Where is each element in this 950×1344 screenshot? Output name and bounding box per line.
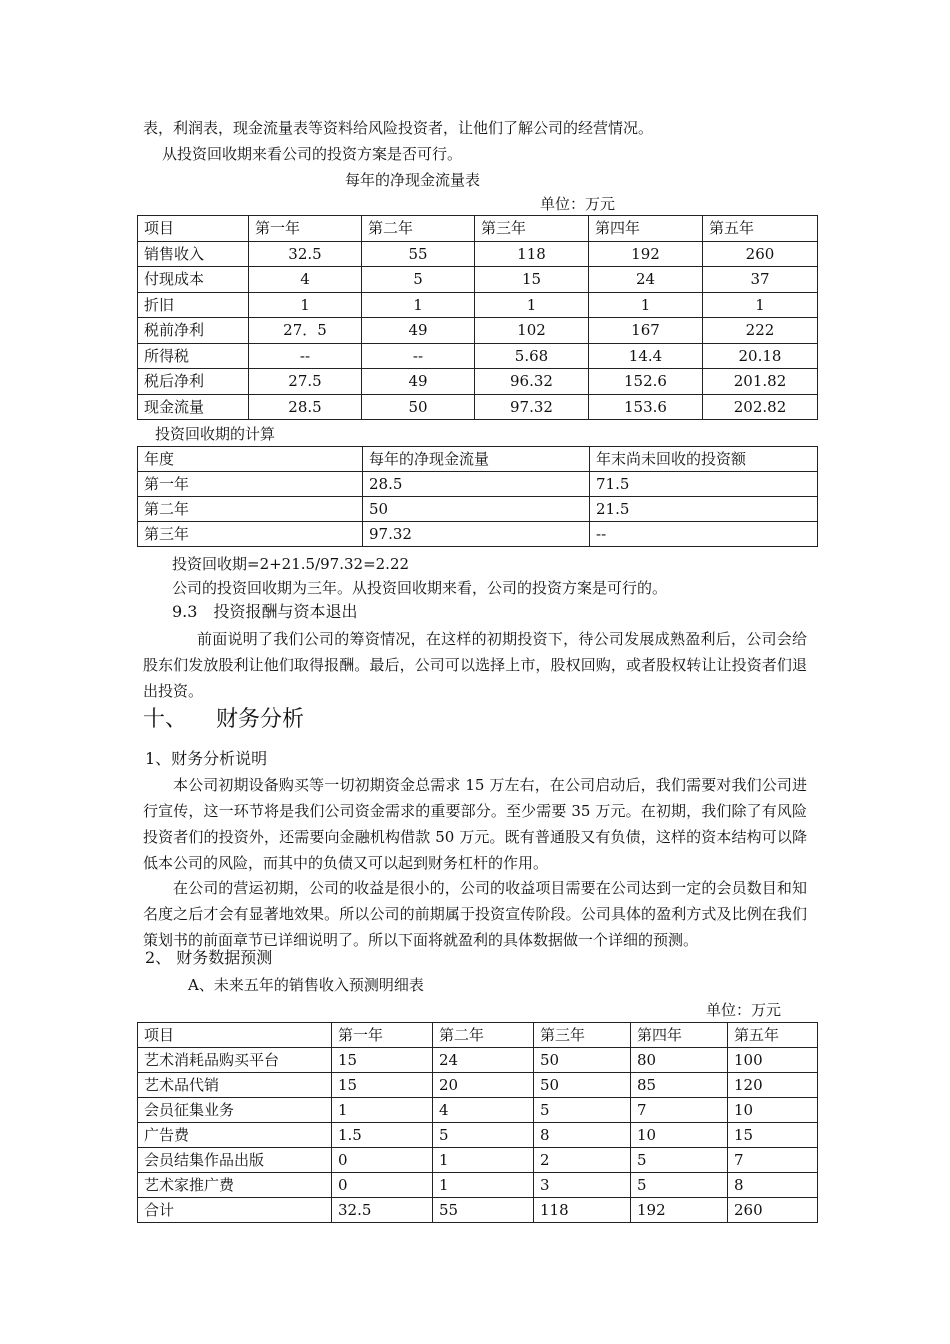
table-cell: 222	[703, 318, 818, 344]
table-cell: 1	[332, 1098, 433, 1123]
header-cell: 第一年	[332, 1023, 433, 1048]
header-cell: 年末尚未回收的投资额	[590, 447, 818, 472]
table-cell: 1.5	[332, 1123, 433, 1148]
row-label: 艺术品代销	[138, 1073, 332, 1098]
header-cell: 第五年	[703, 216, 818, 242]
payback-table	[137, 446, 818, 547]
table-cell: 192	[631, 1198, 728, 1223]
table-cell: 1	[362, 292, 475, 318]
table-cell: 7	[728, 1148, 818, 1173]
table-row	[138, 292, 818, 318]
table-cell: 97.32	[363, 522, 590, 547]
subsection-1-heading: 1、财务分析说明	[145, 749, 268, 768]
table-cell: 201.82	[703, 369, 818, 395]
header-cell: 第三年	[534, 1023, 631, 1048]
table-cell: 27.5	[249, 369, 362, 395]
table-cell: 71.5	[590, 472, 818, 497]
header-cell: 每年的净现金流量	[363, 447, 590, 472]
table-cell: 8	[728, 1173, 818, 1198]
payback-formula: 投资回收期=2+21.5/97.32=2.22	[172, 555, 410, 573]
row-label: 销售收入	[138, 241, 249, 267]
table-cell: 192	[589, 241, 703, 267]
table-cell: 21.5	[590, 497, 818, 522]
row-label: 艺术家推广费	[138, 1173, 332, 1198]
table-row	[138, 318, 818, 344]
row-label: 合计	[138, 1198, 332, 1223]
header-cell: 第二年	[362, 216, 475, 242]
table-cell: 3	[534, 1173, 631, 1198]
table-cell: 50	[363, 497, 590, 522]
intro-line-2: 从投资回收期来看公司的投资方案是否可行。	[162, 145, 463, 163]
header-cell: 第五年	[728, 1023, 818, 1048]
table-row	[138, 241, 818, 267]
table-cell: 0	[332, 1173, 433, 1198]
header-cell: 第一年	[249, 216, 362, 242]
table-header-row	[138, 447, 818, 472]
table-cell: 8	[534, 1123, 631, 1148]
table-cell: 15	[475, 267, 589, 293]
row-label: 税前净利	[138, 318, 249, 344]
header-cell: 第四年	[589, 216, 703, 242]
table-cell: --	[362, 343, 475, 369]
sales-table	[137, 1022, 818, 1223]
table-cell: 5	[631, 1148, 728, 1173]
table-header-row	[138, 1023, 818, 1048]
table-cell: 1	[703, 292, 818, 318]
table-cell: 153.6	[589, 394, 703, 420]
intro-line-1: 表，利润表，现金流量表等资料给风险投资者，让他们了解公司的经营情况。	[143, 119, 654, 137]
payback-conclusion: 公司的投资回收期为三年。从投资回收期来看，公司的投资方案是可行的。	[172, 579, 668, 597]
table-cell: 7	[631, 1098, 728, 1123]
table-cell: --	[249, 343, 362, 369]
header-cell: 项目	[138, 216, 249, 242]
table-cell: 4	[433, 1098, 534, 1123]
table-cell: 32.5	[249, 241, 362, 267]
table-cell: 15	[332, 1073, 433, 1098]
table-row	[138, 497, 818, 522]
table-cell: 28.5	[249, 394, 362, 420]
header-cell: 第四年	[631, 1023, 728, 1048]
table-cell: 260	[703, 241, 818, 267]
table-cell: 96.32	[475, 369, 589, 395]
table-cell: 15	[728, 1123, 818, 1148]
chapter-number: 十、	[143, 707, 188, 732]
table-cell: 28.5	[363, 472, 590, 497]
header-cell: 项目	[138, 1023, 332, 1048]
row-label: 付现成本	[138, 267, 249, 293]
table-row	[138, 1123, 818, 1148]
table-cell: 50	[534, 1073, 631, 1098]
table-cell: 5	[433, 1123, 534, 1148]
table-cell: 100	[728, 1048, 818, 1073]
row-label: 所得税	[138, 343, 249, 369]
table-cell: 55	[433, 1198, 534, 1223]
table-cell: 0	[332, 1148, 433, 1173]
sales-unit: 单位：万元	[706, 1001, 782, 1019]
row-label: 第一年	[138, 472, 363, 497]
table-cell: 1	[433, 1173, 534, 1198]
table-cell: 20	[433, 1073, 534, 1098]
table-cell: 2	[534, 1148, 631, 1173]
row-label: 第三年	[138, 522, 363, 547]
table-cell: 97.32	[475, 394, 589, 420]
cashflow-table	[137, 215, 818, 420]
row-label: 会员结集作品出版	[138, 1148, 332, 1173]
section-9-3-heading: 9.3 投资报酬与资本退出	[172, 602, 358, 621]
table-cell: 202.82	[703, 394, 818, 420]
table-cell: 260	[728, 1198, 818, 1223]
table-cell: 5	[631, 1173, 728, 1198]
table-cell: 27．5	[249, 318, 362, 344]
sales-table-title: A、未来五年的销售收入预测明细表	[188, 976, 424, 994]
table-cell: 102	[475, 318, 589, 344]
table-cell: 50	[362, 394, 475, 420]
table-cell: 118	[475, 241, 589, 267]
table-row	[138, 267, 818, 293]
table-cell: 49	[362, 318, 475, 344]
table-cell: 49	[362, 369, 475, 395]
cashflow-title: 每年的净现金流量表	[345, 171, 481, 189]
table-cell: 4	[249, 267, 362, 293]
table-cell: 167	[589, 318, 703, 344]
table-cell: 14.4	[589, 343, 703, 369]
row-label: 会员征集业务	[138, 1098, 332, 1123]
table-cell: 10	[631, 1123, 728, 1148]
table-cell: 55	[362, 241, 475, 267]
subsection-2-heading: 2、 财务数据预测	[145, 948, 273, 967]
table-cell: --	[590, 522, 818, 547]
header-cell: 第二年	[433, 1023, 534, 1048]
table-row	[138, 1048, 818, 1073]
section-9-3-text: 前面说明了我们公司的筹资情况，在这样的初期投资下，待公司发展成熟盈利后，公司会给股东们发放股利让他们取得报酬。最后，公司可以选择上市，股权回购，或者股权转让让投资者们退出投资。	[143, 630, 807, 700]
chapter-title: 财务分析	[216, 707, 305, 732]
table-cell: 118	[534, 1198, 631, 1223]
analysis-paragraph-1: 本公司初期设备购买等一切初期资金总需求 15 万左右，在公司启动后，我们需要对我们公司进行宣传，这一环节将是我们公司资金需求的重要部分。至少需要 35 万元。在初期，我们除了有风险投资者们的投资外，还需要向金融机构借款 50 万元。既有普通股又有负债，这样的资本结构可以降低本公司的风险，而其中的负债又可以起到财务杠杆的作用。	[143, 776, 807, 872]
table-row	[138, 1073, 818, 1098]
cashflow-unit: 单位：万元	[540, 195, 616, 213]
table-row	[138, 394, 818, 420]
table-cell: 80	[631, 1048, 728, 1073]
table-row	[138, 1098, 818, 1123]
row-label: 折旧	[138, 292, 249, 318]
table-cell: 1	[589, 292, 703, 318]
table-cell: 5	[362, 267, 475, 293]
table-header-row	[138, 216, 818, 242]
row-label: 税后净利	[138, 369, 249, 395]
analysis-paragraph-2: 在公司的营运初期，公司的收益是很小的，公司的收益项目需要在公司达到一定的会员数目和知名度之后才会有显著地效果。所以公司的前期属于投资宣传阶段。公司具体的盈利方式及比例在我们策划书的前面章节已详细说明了。所以下面将就盈利的具体数据做一个详细的预测。	[143, 879, 807, 949]
table-cell: 15	[332, 1048, 433, 1073]
table-row	[138, 1198, 818, 1223]
table-cell: 152.6	[589, 369, 703, 395]
table-cell: 20.18	[703, 343, 818, 369]
table-row	[138, 472, 818, 497]
payback-title: 投资回收期的计算	[155, 425, 276, 443]
table-cell: 5.68	[475, 343, 589, 369]
table-cell: 1	[433, 1148, 534, 1173]
table-cell: 24	[589, 267, 703, 293]
table-cell: 120	[728, 1073, 818, 1098]
table-row	[138, 1148, 818, 1173]
table-cell: 32.5	[332, 1198, 433, 1223]
table-row	[138, 522, 818, 547]
table-cell: 50	[534, 1048, 631, 1073]
row-label: 现金流量	[138, 394, 249, 420]
header-cell: 年度	[138, 447, 363, 472]
table-row	[138, 1173, 818, 1198]
table-cell: 5	[534, 1098, 631, 1123]
row-label: 艺术消耗品购买平台	[138, 1048, 332, 1073]
table-cell: 10	[728, 1098, 818, 1123]
table-cell: 24	[433, 1048, 534, 1073]
table-cell: 1	[475, 292, 589, 318]
table-cell: 37	[703, 267, 818, 293]
row-label: 广告费	[138, 1123, 332, 1148]
table-cell: 1	[249, 292, 362, 318]
table-row	[138, 343, 818, 369]
header-cell: 第三年	[475, 216, 589, 242]
table-cell: 85	[631, 1073, 728, 1098]
row-label: 第二年	[138, 497, 363, 522]
table-row	[138, 369, 818, 395]
